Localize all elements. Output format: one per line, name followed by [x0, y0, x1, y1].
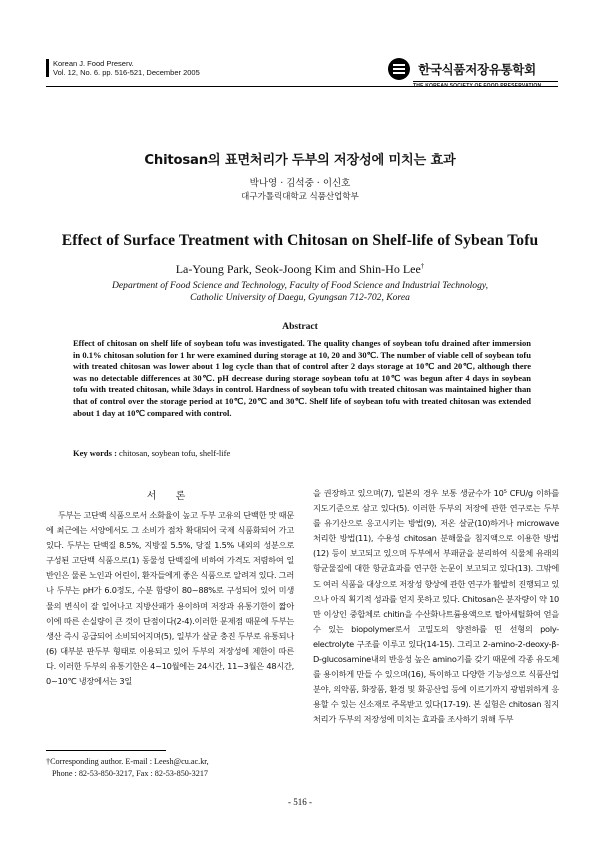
society-emblem-icon: [388, 58, 410, 80]
english-authors: [0, 262, 600, 277]
abstract-heading: Abstract: [282, 321, 318, 332]
affiliation-line-1: Department of Food Science and Technology, Faculty of Food Science and Industrial Technology,: [111, 280, 489, 291]
abstract-text: Effect of chitosan on shelf life of soybean tofu was investigated. The quality changes of soybean tofu drained after immersion in 0.1% chitosan solution for 1 hr were examined during storage at 10, 20 and 30℃. The number of viable cell of soybean tofu with treated chitosan was lower about 1 log cycle than that of control after 2 days storage at 10℃ and 20℃, although there was no detectable differences at 30℃. pH decrease during storage soybean tofu at 10℃ was begun after 4 days in soybean tofu with treated chitosan, while 3days in control. Hardness of soybean tofu with treated chitosan was maintained higher than that of control over the storage period at 10℃, 20℃ and 30℃. Shelf life of soybean tofu with treated chitosan was extended about 1 day at 10℃ compared with control.: [73, 338, 531, 418]
keywords: [73, 448, 531, 458]
footnote-email: †Corresponding author. E-mail : Leesh@cu.ac.kr,: [46, 757, 209, 766]
body-right-column: [313, 486, 559, 728]
korean-title: Chitosan의 표면처리가 두부의 저장성에 미치는 효과: [144, 153, 456, 168]
footnote: [46, 756, 306, 779]
section-heading-introduction: 서 론: [146, 491, 194, 502]
affiliation-line-2: Catholic University of Daegu, Gyungsan 712-702, Korea: [190, 292, 410, 303]
header-rule: [46, 86, 558, 87]
footnote-phone: Phone : 82-53-850-3217, Fax : 82-53-850-3217: [52, 768, 209, 778]
body-left-column: [46, 508, 294, 689]
korean-affiliation: 대구가톨릭대학교 식품산업학부: [241, 192, 359, 202]
keywords-label: Key words :: [73, 448, 117, 458]
keywords-list: chitosan, soybean tofu, shelf-life: [119, 448, 231, 458]
page-number: - 516 -: [288, 797, 312, 807]
journal-name: Korean J. Food Preserv.: [53, 59, 134, 68]
corresponding-author-mark: †: [420, 262, 425, 270]
english-author-names: La-Young Park, Seok-Joong Kim and Shin-Ho Lee: [175, 262, 421, 276]
society-english-name: [413, 81, 558, 89]
korean-authors: 박나영 · 김석중 · 이신호: [249, 178, 351, 189]
english-title: Effect of Surface Treatment with Chitosan on Shelf-life of Sybean Tofu: [61, 232, 539, 249]
footnote-rule: [46, 750, 166, 751]
english-affiliation: [0, 280, 600, 304]
journal-citation: [46, 59, 200, 77]
society-korean-name: 한국식품저장유통학회: [418, 62, 536, 77]
society-logo-block: [388, 58, 558, 89]
journal-volume: Vol. 12, No. 6. pp. 516-521, December 2005: [53, 68, 200, 77]
intro-paragraph-right: 을 권장하고 있으며(7), 일본의 경우 보통 생균수가 10⁵ CFU/g 이하를 지도기준으로 삼고 있다(5). 이러한 두부의 저장에 관한 연구로는 두부를 유기산으로 응고시키는 방법(9), 저온 살균(10)하거나 microwave 처리한 방법(11), 수용성 chitosan 분해물을 침지액으로 이용한 방법(12) 등이 보고되고 있으며 두부에서 부패균을 분리하여 식물체 유래의 항균물질에 대한 항균효과를 연구한 논문이 보고되고 있다(13). 그밖에도 여러 식품을 대상으로 저장성 향상에 관한 연구가 활발히 진행되고 있으나 아직 획기적 성과를 얻지 못하고 있다. Chitosan은 분자량이 약 10만 이상인 중합체로 chitin을 수산화나트륨용액으로 탈아세틸화여 얻을 수 있는 biopolymer로서 고밀도의 양전하를 띤 선형의 poly-electrolyte 구조를 이루고 있다(14-15). 그리고 2-amino-2-deoxy-β-D-glucosamine내의 반응성 높은 amino기를 갖기 때문에 각종 유도체를 용이하게 만들 수 있으며(16), 특이하고 다양한 기능성으로 식품산업분야, 의약품, 화장품, 환경 및 화공산업 등에 이르기까지 광범위하게 응용할 수 있는 신소재로 주목받고 있다(17-19). 본 실험은 chitosan 침지처리가 두부의 저장성에 미치는 효과를 조사하기 위해 두부: [313, 488, 559, 725]
intro-paragraph-left: 두부는 고단백 식품으로서 소화율이 높고 두부 고유의 단백한 맛 때문에 최근에는 서양에서도 그 소비가 점차 확대되어 국제 식품화되어 가고 있다. 두부는 단백질 8.5%, 지방질 5.5%, 당질 1.5% 내외의 성분으로 구성된 고단백 식품으로(1) 동물성 단백질에 비하여 가격도 저렴하여 일반인은 물론 노인과 어린이, 환자들에게 좋은 식품으로 알려져 있다. 그러나 두부는 pH가 6.0정도, 수분 함량이 80~88%로 구성되어 있어 미생물의 변식이 잘 일어나고 지방산패가 용이하며 저장과 유통기한이 짧아 이에 따른 손실량이 큰 것이 단점이다(2-4).이러한 문제점 때문에 두부는 생산 즉시 공급되어 소비되어지며(5), 일부가 살균 충진 두부로 유통되나(6) 대부분 판두부 형태로 이용되고 있어 두부의 저장성에 제한이 따른다. 이러한 두부의 유통기한은 4~10월에는 24시간, 11~3월은 48시간, 0~10℃ 냉장에서는 3일: [46, 510, 294, 687]
